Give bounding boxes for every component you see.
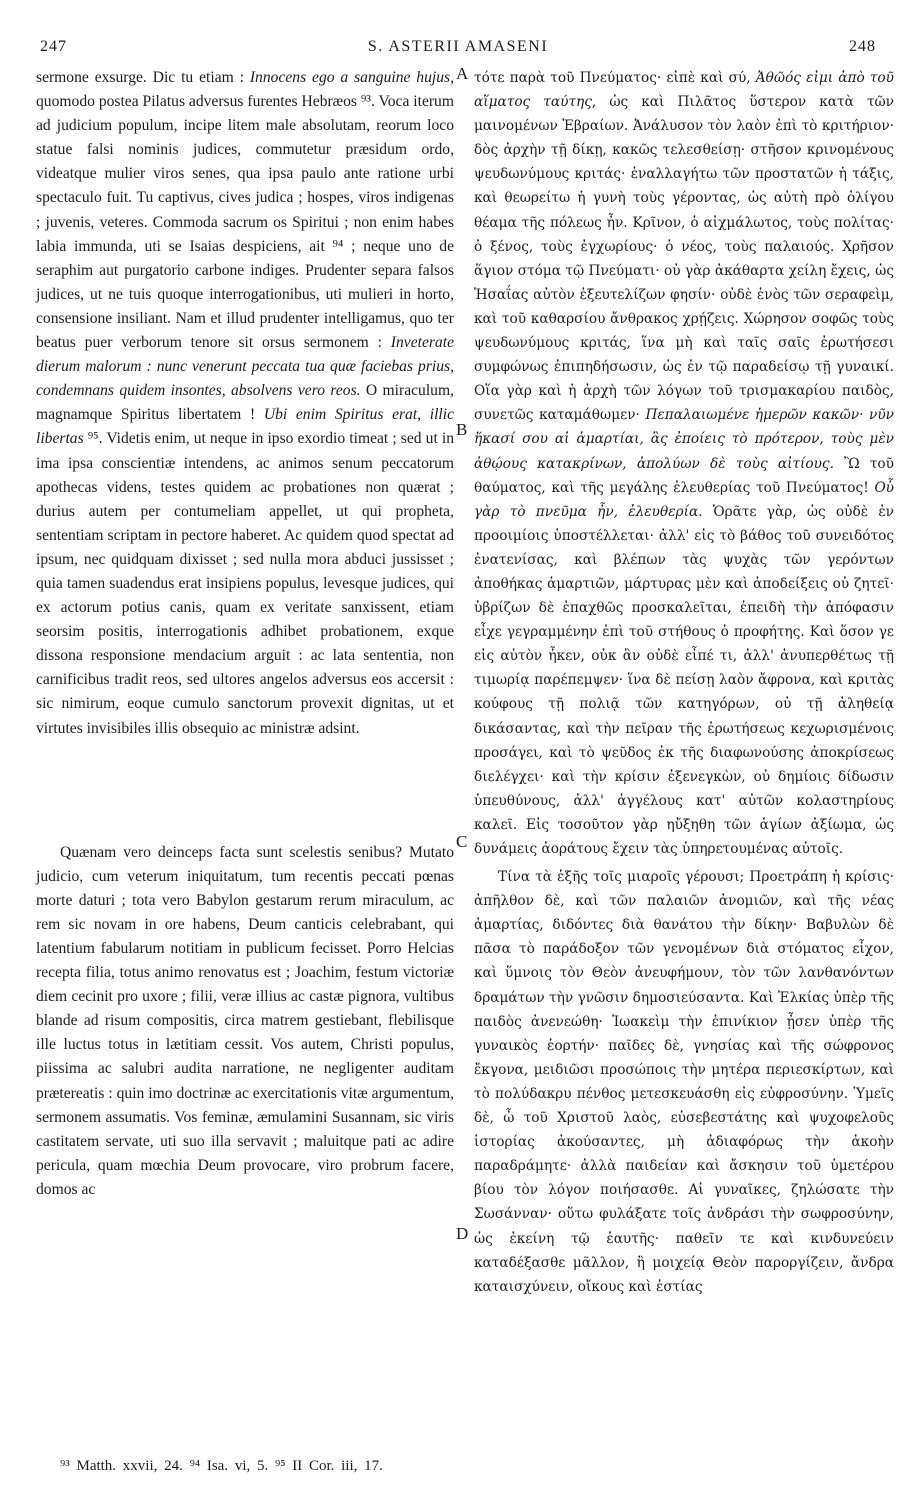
- greek-column: [474, 66, 894, 1299]
- greek-text: , ὡς καὶ Πιλᾶτος ὕστερον κατὰ τῶν μαινομένων Ἑβραίων. Ἀνάλυσον τὸν λαὸν ἐπὶ τὸ κριτήριον· δὸς ἀρχὴν τῇ δίκῃ, κακῶς τελεσθείσῃ· στῆσον κρινομένους ψευδωνύμους κριτάς· ἐναλλαγήτω τῶν προστατῶν ἡ τάξις, καὶ θεωρείτω ἡ γυνὴ τοὺς γέροντας, ὡς αὐτὴ πρὸ ὀλίγου θέαμα τῆς πόλεως ἦν. Κρῖνον, ὁ αἰχμάλωτος, τοὺς πολίτας· ὁ ξένος, τοὺς ἐγχωρίους· ὁ νέος, τοὺς παλαιούς. Χρῆσον ἅγιον στόμα τῷ Πνεύματι· οὐ γὰρ ἀκάθαρτα χείλη ἔχεις, ὡς Ἡσαΐας αὐτὸν ἐξευτελίζων φησίν· οὐδὲ ἑνὸς τῶν σεραφεὶμ, καὶ τοῦ καθαρσίου ἄνθρακος χρῄζεις. Χώρησον σοφῶς τοὺς ψευδωνύμους κριτάς, ἵνα μὴ καὶ ταῖς σαῖς ἐρωτήσεσι συμφώνως ἐπιπηδήσωσιν, ὡς ἐν τῷ παραδείσῳ τῇ γυναικί. Οἵα γὰρ καὶ ἡ ἀρχὴ τῶν λόγων τοῦ τρισμακαρίου παιδὸς, συνετῶς καταμάθωμεν·: [474, 94, 894, 424]
- running-header: [40, 38, 876, 62]
- latin-quote: Ubi enim Spiritus erat, illic libertas: [36, 406, 455, 448]
- page-number-right: 248: [849, 38, 876, 55]
- latin-text: , quomodo postea Pilatus adversus furentes Hebræos ⁹³. Voca iterum ad judicium populum, incipe litem male absolutam, reorum loco statue falsi nominis judices, commutetur præsidum ordo, videatque mulier viros senes, qua ipsa paulo ante ratione urbi spectaculo fuit. Tu captivus, cives judica ; hospes, viros indigenas ; juvenis, veteres. Commoda sacrum os Spiritui ; non enim habes labia immunda, uti se Isaias despiciens, ait ⁹⁴ ; neque uno de seraphim aut purgatorio carbone indiges. Prudenter separa falsos judices, ut ne tuis quoque interrogationibus, uti mulieri in horto, consensione insiliant. Nam et illud prudenter intelligamus, quo ter beatus puer verborum tenore sit orsus sermonem :: [36, 69, 454, 352]
- running-title: S. ASTERII AMASENI: [367, 38, 549, 55]
- latin-paragraph-2: Quænam vero deinceps facta sunt scelestis senibus? Mutato judicio, cum veterum iniquitatum, tum recentis peccati pœnas morte daturi ; tota vero Babylon gestarum rerum miraculum, ac rem sic novam in ore habens, Deum canticis celebrabant, qui latentium fabularum notitiam in publicum fecisset. Porro Helcias recepta filia, totus animo renovatus est ; Joachim, festum victoriæ diem cecinit pro uxore ; filii, veræ illius ac castæ pignora, vultibus blande ad risum compositis, circa matrem gestiebant, flebilisque ille luctus totus in lætitiam cessit. Vos autem, Christi populus, piissima ac salubri audita narratione, ne negligenter auditam prætereatis : quin imo doctrinæ ac exercitationis vitæ argumentum, sermonem assumatis. Vos feminæ, æmulamini Susannam, sic viris castitatem servate, uti suo illa servavit ; maluitque pati ac adire pericula, quam mœchia Deum provocare, viro probrum facere, domos ac: [36, 843, 454, 1198]
- latin-column: [36, 66, 454, 1202]
- greek-quote: Πεπαλαιωμένε ἡμερῶν κακῶν· νῦν ἥκασί σου αἱ ἁμαρτίαι, ἃς ἐποίεις τὸ πρότερον, τοὺς μὲν ἀθῴους κατακρίνων, ἀπολύων δὲ τοὺς αἰτίους.: [474, 407, 894, 472]
- margin-marker-d: D: [456, 1224, 469, 1243]
- margin-marker-a: A: [456, 64, 469, 83]
- greek-paragraph-1: [474, 66, 894, 861]
- greek-text: Ὢ τοῦ θαύματος, καὶ τῆς μεγάλης ἐλευθερίας τοῦ Πνεύματος!: [474, 455, 894, 496]
- latin-paragraph-1: [36, 66, 454, 741]
- greek-quote: Οὗ γὰρ τὸ πνεῦμα ἦν, ἐλευθερία.: [474, 479, 894, 520]
- latin-text: O miraculum, magnamque Spiritus libertatem !: [36, 382, 455, 424]
- footnotes: ⁹³ Matth. xxvii, 24. ⁹⁴ Isa. vi, 5. ⁹⁵ II Cor. iii, 17.: [60, 1458, 383, 1474]
- greek-quote: Ἀθῶός εἰμι ἀπὸ τοῦ αἵματος ταύτης: [474, 70, 894, 111]
- greek-text: Ὁρᾶτε γὰρ, ὡς οὐδὲ ἐν προοιμίοις ὑποστέλλεται· ἀλλ' εἰς τὸ βάθος τοῦ συνειδότος ἐνατενίσας, καὶ βλέπων τὰς ψυχὰς τῶν γερόντων ἀποθήκας ἁμαρτιῶν, μάρτυρας μὲν καὶ ἀποδείξεις οὐ ζητεῖ· ὑβρίζων δὲ ἐπαχθῶς προσκαλεῖται, ἐπειδὴ τὴν ἀπόφασιν εἶχε γεγραμμένην ἐπὶ τοῦ στήθους ὁ προφήτης. Καὶ ὅσον γε εἰς αὐτὸν ἧκεν, οὐκ ἂν οὐδὲ εἶπέ τι, ἀλλ' ἀνυπερθέτως τῇ τιμωρίᾳ παρέπεμψεν· ἵνα δὲ πείσῃ λαὸν ἄφρονα, καὶ κριτὰς κούφους τῇ πολιᾷ τῶν κατηγόρων, οὐ τῇ ἀληθείᾳ δικάσαντας, καὶ τὴν πεῖραν τῆς ἐρωτήσεως κεχωρισμένοις προσάγει, καὶ τὸ ψεῦδος ἐκ τῆς διαφωνούσης ἀποκρίσεως διελέγχει· καὶ τὴν κρίσιν ἐξενεγκὼν, οὐ δημίοις δίδωσιν ὑπευθύνους, ἀλλ' ἀγγέλους κατ' αὐτῶν κολαστηρίους καλεῖ. Εἰς τοσοῦτον γὰρ ηὔξηθη τῶν ἁγίων ἀξίωμα, ὡς δυνάμεις ἀοράτους ἔχειν τὰς ὑπηρετουμένας αὐτοῖς.: [474, 503, 894, 857]
- greek-text: τότε παρὰ τοῦ Πνεύματος· εἰπὲ καὶ σύ,: [474, 70, 756, 86]
- margin-marker-b: B: [456, 420, 468, 439]
- latin-quote: Innocens ego a sanguine hujus: [249, 69, 451, 86]
- page-number-left: 247: [40, 38, 67, 55]
- latin-text: ⁹⁵. Videtis enim, ut neque in ipso exordio timeat ; sed ut in ima ipsa conscientiæ intendens, ac animos senum peccatorum apothecas videns, testes quidem ac probationes non quærat ; durius autem per contumeliam appellet, ut qui propheta, sententiam scriptam in pectore haberet. Ac quidem quod spectat ad ipsum, nec quidquam dixisset ; sed nulla mora abduci jussisset ; quia tamen suadendus erat insipiens populus, levesque judices, qui ex actorum potius canis, quam ex veritate sanxissent, etiam seorsim positis, interrogationis adhibet probationem, exque dissona responsione mendacium arguit : ac lata sententia, non carnificibus tradit reos, sed ultores angelos adversus eos accersit : sic nimirum, eoque cumulo sanctorum provexit dignitas, ut et virtutes invisibiles illis obsequio ac ministræ adsint.: [36, 430, 454, 737]
- margin-marker-c: C: [456, 832, 468, 851]
- latin-text: sermone exsurge. Dic tu etiam :: [36, 69, 250, 86]
- greek-paragraph-2: Τίνα τὰ ἑξῆς τοῖς μιαροῖς γέρουσι; Προετράπη ἡ κρίσις· ἀπῆλθον δὲ, καὶ τῶν παλαιῶν ἀνομιῶν, καὶ τῆς νέας ἁμαρτίας, διδόντες διὰ θανάτου τὴν δίκην· Βαβυλὼν δὲ πᾶσα τὸ παράδοξον τῶν γενομένων διὰ στόματος εἶχον, καὶ ὕμνοις τὸν Θεὸν ἀνευφήμουν, τὸν τῶν λανθανόντων δραμάτων τὴν γνῶσιν δημοσιεύσαντα. Καὶ Ἑλκίας ὑπὲρ τῆς παιδὸς ἀνενεώθη· Ἰωακεὶμ τὴν ἐπινίκιον ᾖσεν ὑπὲρ τῆς γυναικὸς ἑορτήν· παῖδες δὲ, γνησίας καὶ τῆς σώφρονος ἔκγονα, μειδιῶσι προσώποις τὴν μητέρα περιεσκίρτων, καὶ τὸ πολύδακρυ πένθος μετεσκευάσθη εἰς εὐφροσύνην. Ὑμεῖς δὲ, ὦ τοῦ Χριστοῦ λαὸς, εὐσεβεστάτης καὶ ψυχοφελοῦς ἱστορίας ἀκούσαντες, μὴ ἀδιαφόρως τὴν ἀκοὴν παραδράμητε· ἀλλὰ παιδείαν καὶ ἄσκησιν τοῦ ὑμετέρου βίου τὸν λόγον ποιήσασθε. Αἱ γυναῖκες, ζηλώσατε τὴν Σωσάνναν· οὕτω φυλάξατε τοῖς ἀνδράσι τὴν σωφροσύνην, ὡς ἐκείνη τῷ ἑαυτῆς· παθεῖν τε καὶ κινδυνεύειν καταδέξασθε μᾶλλον, ἢ μοιχείᾳ Θεὸν παροργίζειν, ἄνδρα καταισχύνειν, οἴκους καὶ ἑστίας: [474, 869, 894, 1295]
- latin-quote: Inveterate dierum malorum : nunc venerunt peccata tua quæ faciebas prius, condemnans quidem insontes, absolvens vero reos.: [36, 334, 454, 400]
